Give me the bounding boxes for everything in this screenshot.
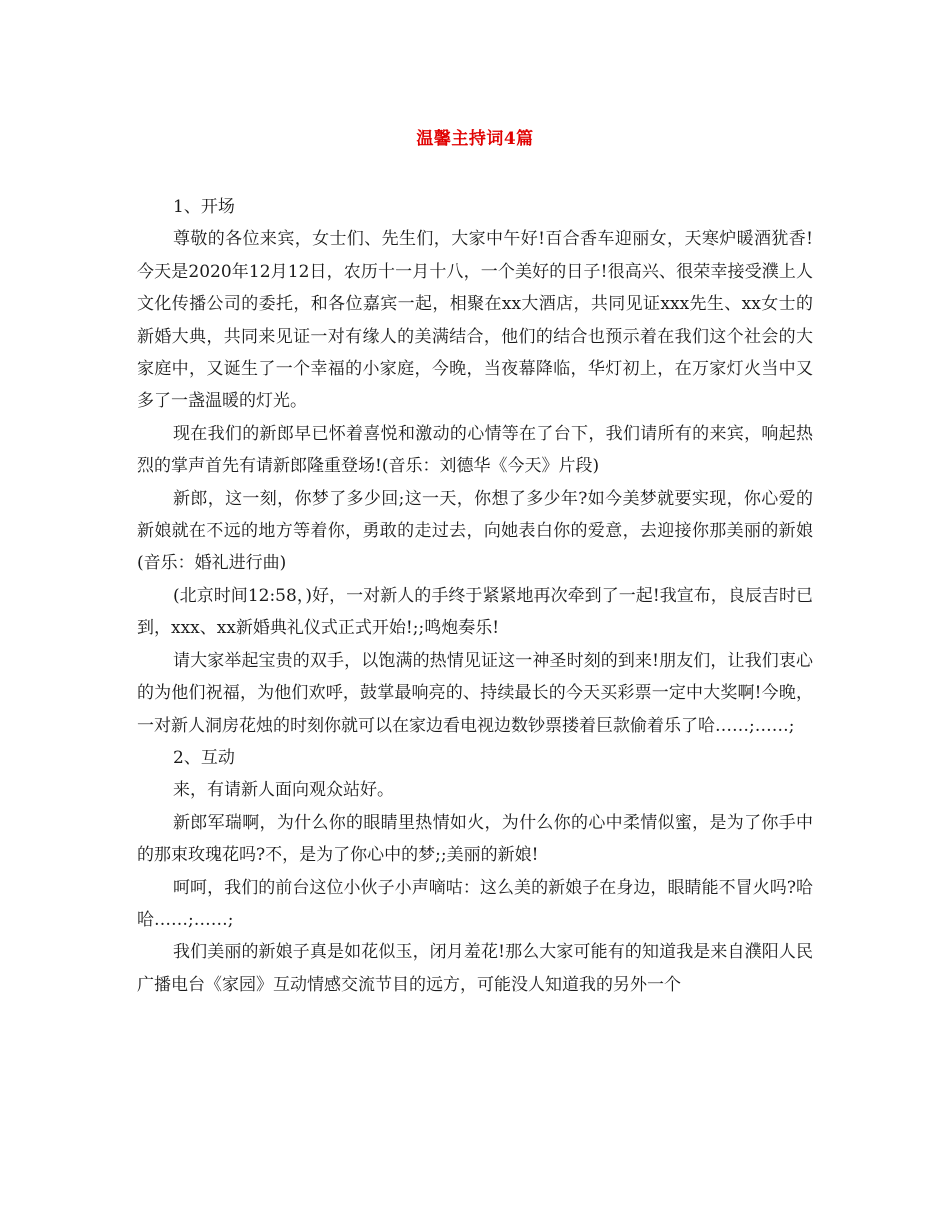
paragraph: 请大家举起宝贵的双手，以饱满的热情见证这一神圣时刻的到来!朋友们，让我们衷心的为他们祝福，为他们欢呼，鼓掌最响亮的、持续最长的今天买彩票一定中大奖啊!今晚，一对新人洞房花烛的时刻你就可以在家边看电视边数钞票搂着巨款偷着乐了哈……;……;: [137, 650, 813, 736]
section-heading-opening: 1、开场: [173, 197, 235, 217]
document-body: [137, 191, 813, 1001]
paragraph: 新郎，这一刻，你梦了多少回;这一天，你想了多少年?如今美梦就要实现，你心爱的新娘就在不远的地方等着你，勇敢的走过去，向她表白你的爱意，去迎接你那美丽的新娘(音乐：婚礼进行曲): [137, 488, 813, 574]
paragraph: 新郎军瑞啊，为什么你的眼睛里热情如火，为什么你的心中柔情似蜜，是为了你手中的那束玫瑰花吗?不，是为了你心中的梦;;美丽的新娘!: [137, 812, 813, 866]
section-heading-interaction: 2、互动: [173, 747, 235, 768]
paragraph: (北京时间12:58，)好，一对新人的手终于紧紧地再次牵到了一起!我宣布，良辰吉时已到，xxx、xx新婚典礼仪式正式开始!;;鸣炮奏乐!: [137, 585, 813, 639]
document-title: 温馨主持词4篇: [416, 129, 534, 149]
paragraph: 我们美丽的新娘子真是如花似玉，闭月羞花!那么大家可能有的知道我是来自濮阳人民广播电台《家园》互动情感交流节目的远方，可能没人知道我的另外一个: [137, 942, 813, 995]
paragraph: 呵呵，我们的前台这位小伙子小声嘀咕：这么美的新娘子在身边，眼睛能不冒火吗?哈哈……;……;: [137, 877, 813, 930]
paragraph: 现在我们的新郎早已怀着喜悦和激动的心情等在了台下，我们请所有的来宾，响起热烈的掌声首先有请新郎隆重登场!(音乐：刘德华《今天》片段): [137, 423, 813, 477]
paragraph: 来，有请新人面向观众站好。: [173, 780, 394, 801]
paragraph: 尊敬的各位来宾，女士们、先生们，大家中午好!百合香车迎丽女，天寒炉暖酒犹香!今天是2020年12月12日，农历十一月十八，一个美好的日子!很高兴、很荣幸接受濮上人文化传播公司的委托，和各位嘉宾一起，相聚在xx大酒店，共同见证xxx先生、xx女士的新婚大典，共同来见证一对有缘人的美满结合，他们的结合也预示着在我们这个社会的大家庭中，又诞生了一个幸福的小家庭，今晚，当夜幕降临，华灯初上，在万家灯火当中又多了一盏温暖的灯光。: [137, 229, 813, 412]
